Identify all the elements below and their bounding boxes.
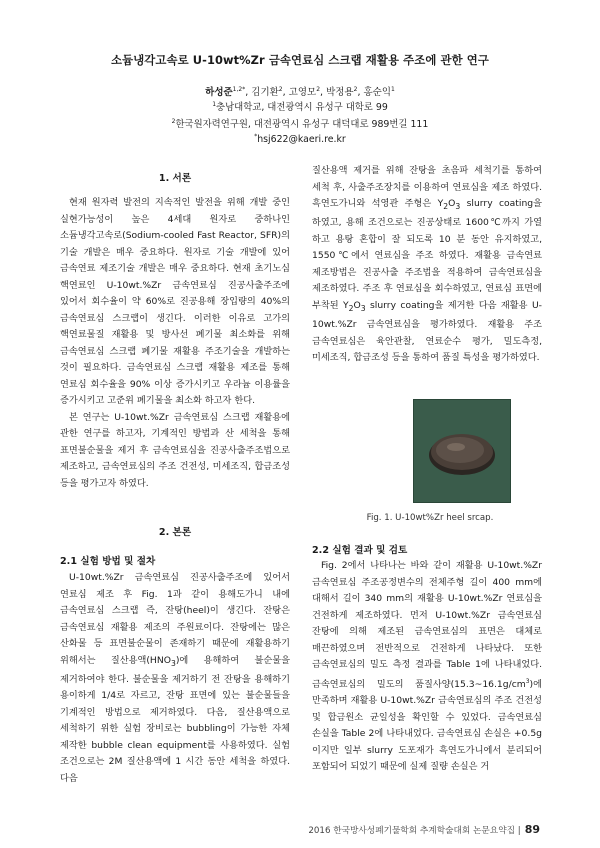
mc-sub4: 3 (360, 303, 366, 313)
mc-sub2: 3 (455, 201, 461, 211)
author-3: 고영모 (288, 87, 317, 99)
affiliation-1 (0, 99, 600, 113)
author-4-affil: 2 (353, 86, 358, 93)
intro-paragraph-1: 현재 원자력 발전의 지속적인 발전을 위해 개발 중인 실현가능성이 높은 4세대 원자로 중하나인 소듐냉각고속로(Sodium-cooled Fast Reactor, SFR)의 기술 개발은 매우 중요하다. 원자로 기술 개발에 있어 금속연료 제조기술 개발은 매우 중요하다. 현재 초기노심 핵연료인 U-10wt.%Zr 금속연료심 진공사출주조에 있어서 회수율이 약 60%로 진공용해 장입량의 40%의 금속연료심 스크랩이 생긴다. 이러한 이유로 고가의 핵연료물질 재활용 및 방사선 폐기물 최소화를 위해 금속연료심 스크랩 폐기물 재활용 주조기술을 개발하는 것이 필요하다. 금속연료심 스크랩 재활용 제조를 통해 연료심 회수율을 90% 이상 증가시키고 우라늄 이용률을 증가시키고 고준위 폐기물을 최소화 하고자 한다. (60, 197, 290, 406)
affiliation-2-mark: 2 (171, 117, 176, 125)
method-sub: 3 (170, 658, 176, 668)
corresponding-email (0, 133, 600, 145)
affiliation-1-mark: 1 (212, 100, 217, 108)
res-a: Fig. 2에서 나타나는 바와 같이 재활용 U-10wt.%Zr 금속연료심 주조공정변수의 전체주형 길이 400 mm에 대해서 길이 340 mm의 재활용 U-10wt.%Zr 연료심을 건전하게 제조하였다. 먼저 U-10wt.%Zr 금속연료심 잔탕에 의해 제조된 금속연료심의 표면은 대체로 매끈하였으며 전반적으로 건전하게 나타났다. 또한 금속연료심의 밀도 측정 결과를 Table 1에 나타내었다. 금속연료심의 밀도의 품질사양(15.3~16.1g/cm (312, 560, 542, 690)
method-heading: 2.1 실험 방법 및 절차 (60, 556, 156, 567)
method-text-b: )에 용해하여 불순물을 제거하여야 한다. 불순물을 제거하기 전 잔탕을 용해하기 용이하게 1/4로 자르고, 잔탕 표면에 있는 불순물들을 기계적인 방법으로 제거하였다. 다음, 질산용액으로 세척하기 위한 실험 장비로는 bubbling이 가능한 자체 제작한 bubble clean equipment를 사용하였다. 실험 조건으로는 2M 질산용액에 1 시간 동안 세척을 하였다. 다음 (60, 654, 290, 784)
method-continued-paragraph (312, 163, 542, 367)
page-number: 89 (524, 823, 540, 836)
mc-c: slurry coating을 하였고, 용해 조건으로는 진공상태로 1600℃까지 가열 하고 용탕 혼합이 잘 되도록 10 분 동안 유지하였고, 1550℃에서 연료심을 주조 하였다. 재활용 금속연료 제조방법은 진공사출 주조법을 적용하여 금속연료심을 제조하였다. 주조 후 연료심을 회수하였고, 연료심 표면에 부착된 Y (312, 198, 542, 311)
affiliation-2-text: 한국원자력연구원, 대전광역시 유성구 대덕대로 989번길 111 (175, 119, 429, 130)
email-text: hsj622@kaeri.re.kr (257, 134, 346, 146)
paper-title: 소듐냉각고속로 U-10wt%Zr 금속연료심 스크랩 재활용 주조에 관한 연구 (110, 53, 490, 67)
figure-1-caption: Fig. 1. U-10wt%Zr heel srcap. (366, 513, 494, 523)
mc-a: 질산용액 제거를 위해 잔탕을 초음파 세척기를 통하여 세척 후, 사출주조장치를 이용하여 연료심을 제조 하였다. 흑연도가니와 석영관 주형은 Y (312, 165, 542, 209)
affiliation-1-text: 충남대학교, 대전광역시 유성구 대학로 99 (216, 102, 388, 113)
author-5: 홍순익 (363, 87, 392, 99)
author-5-affil: 1 (391, 86, 395, 93)
method-text (60, 570, 290, 787)
method-paragraph (60, 570, 290, 787)
res-b: )에 만족하며 재활용 U-10wt.%Zr 금속연료심의 주조 건전성 및 합금원소 균일성을 확인할 수 있었다. 금속연료심 손실을 Table 2에 나타내었다. 금속연료심 손실은 +0.5g 이지만 일부 slurry 도포재가 흑연도가니에서 분리되어 포함되어 되었기 때문에 실제 질량 손실은 거 (312, 678, 542, 773)
page-footer (300, 823, 540, 836)
mc-sub1: 2 (443, 201, 449, 211)
intro-text (60, 195, 290, 492)
author-4: 박정용 (326, 87, 354, 99)
footer-text: 2016 한국방사성폐기물학회 추계학술대회 논문요약집 | (308, 826, 521, 836)
intro-paragraph-2: 본 연구는 U-10wt.%Zr 금속연료심 스크랩 재활용에 관한 연구를 하고자, 기계적인 방법과 산 세척을 통해 표면불순물을 제거 후 금속연료심을 진공사출주조법으로 제조하고, 금속연료심의 주조 건전성, 미세조직, 합금조성 등을 평가고자 하였다. (60, 411, 290, 489)
result-paragraph (312, 558, 542, 776)
section-intro-heading: 1. 서론 (158, 173, 192, 184)
author-2-affil: 2 (278, 86, 283, 93)
mc-b: O (448, 198, 456, 209)
result-heading: 2.2 실험 결과 및 검토 (312, 545, 408, 556)
affiliation-2 (0, 116, 600, 130)
email-mark: * (254, 133, 258, 140)
mc-d: O (353, 299, 361, 311)
author-1-affil: 1,2* (232, 86, 246, 93)
author-3-affil: 2 (316, 86, 321, 93)
figure-1-photo (413, 399, 511, 503)
section-body-heading: 2. 본론 (158, 527, 192, 538)
result-text (312, 558, 542, 776)
author-2: 김기환 (251, 87, 279, 99)
mc-e: slurry coating을 제거한 다음 재활용 U-10wt.%Zr 금속연료심을 평가하였다. 재활용 주조 금속연료심은 육안관찰, 연료순수 평가, 밀도측정, 미세조직, 합금조성 등을 통하여 품질 특성을 평가하였다. (312, 299, 542, 364)
heel-scrap-image (414, 400, 510, 502)
method-continued-text (312, 163, 542, 367)
mc-sub3: 2 (348, 303, 354, 313)
author-list: 하성준$^{1,2*}$, 김기환$^2$, 고영모$^2$, 박정용$^2$, 홍순익$^1$ (205, 86, 395, 99)
method-text-a: U-10wt.%Zr 금속연료심 진공사출주조에 있어서 연료심 제조 후 Fig. 1과 같이 용해도가니 내에 금속연료심 스크랩 즉, 잔탕(heel)이 생긴다. 잔탕은 금속연료심 재활용 제조의 주원료이다. 잔탕에는 많은 산화물 등 표면불순물이 존재하기 때문에 재활용하기 위해서는 질산용액(HNO (60, 572, 290, 666)
res-sup: 3 (525, 677, 530, 685)
author-1: 하성준 (205, 87, 233, 99)
